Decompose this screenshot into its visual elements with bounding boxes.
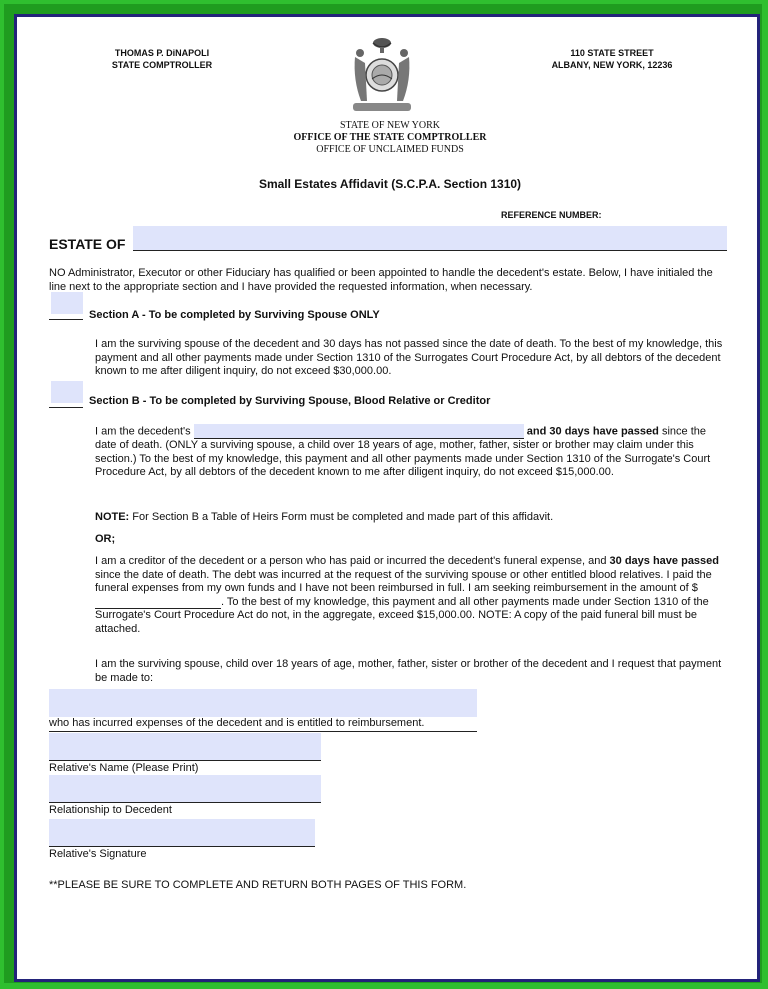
- intro-paragraph: NO Administrator, Executor or other Fiduciary has qualified or been appointed to handle the decedent's estate. Below, I have initialed the line next to the appropriate section and I have provided the requested information, when necessary.: [49, 267, 713, 293]
- creditor-mid: since the date of death. The debt was incurred at the request of the surviving spouse or other entitled blood relatives. I paid the funeral expenses from my own funds and I have not been reimbursed in full. I am seeking reimbursement in the amount of $: [95, 568, 712, 594]
- comptroller-name: THOMAS P. DiNAPOLI: [114, 48, 210, 58]
- creditor-bold: 30 days have passed: [609, 555, 720, 567]
- creditor-end: . To the best of my knowledge, this payment and all other payments made under Section 1310 of the Surrogate's Court Procedure Act do not, in the aggregate, exceed $15,000.00. NOTE: A copy of the paid funeral bill must be attached.: [95, 595, 709, 635]
- relationship-to-decedent-label: Relationship to Decedent: [49, 804, 172, 816]
- comptroller-block: [87, 47, 237, 71]
- agency-block: [17, 120, 763, 156]
- note-label: NOTE:: [95, 511, 130, 523]
- section-b-body: [95, 424, 729, 480]
- agency-line-2: OFFICE OF THE STATE COMPTROLLER: [293, 132, 487, 143]
- relative-signature-label: Relative's Signature: [49, 848, 147, 860]
- section-a-initial-field[interactable]: [51, 292, 83, 314]
- window-frame: [4, 4, 762, 983]
- form-title: Small Estates Affidavit (S.C.P.A. Section 1310): [258, 177, 522, 191]
- incurred-expenses-line: who has incurred expenses of the decedent and is entitled to reimbursement.: [49, 717, 477, 732]
- creditor-start: I am a creditor of the decedent or a person who has paid or incurred the decedent's funeral expense, and: [95, 555, 607, 567]
- note-line: [95, 511, 729, 525]
- agency-line-1: STATE OF NEW YORK: [339, 120, 441, 131]
- relationship-field[interactable]: [194, 424, 524, 439]
- or-label: OR;: [95, 533, 116, 545]
- address-block: [537, 47, 687, 71]
- section-b-initial-field[interactable]: [51, 381, 83, 403]
- section-a-body: I am the surviving spouse of the decedent and 30 days has not passed since the date of death. To the best of my knowledge, this payment and all other payments made under Section 1310 of the Surrogates Court Procedure Act, by all debtors of the decedent known to me after diligent inquiry, do not exceed $30,000.00.: [95, 338, 723, 377]
- state-seal-icon: [347, 35, 417, 117]
- address-city: ALBANY, NEW YORK, 12236: [551, 60, 673, 70]
- agency-line-3: OFFICE OF UNCLAIMED FUNDS: [316, 144, 464, 155]
- request-paragraph: I am the surviving spouse, child over 18 years of age, mother, father, sister or brother of the decedent and I request that payment be made to:: [95, 658, 722, 684]
- relative-name-field[interactable]: [49, 733, 321, 761]
- section-a-title: Section A - To be completed by Surviving Spouse ONLY: [89, 309, 380, 321]
- relationship-to-decedent-field[interactable]: [49, 775, 321, 803]
- footer-note: **PLEASE BE SURE TO COMPLETE AND RETURN BOTH PAGES OF THIS FORM.: [49, 879, 467, 891]
- section-b-body-start: I am the decedent's: [95, 425, 191, 438]
- relative-name-label: Relative's Name (Please Print): [49, 762, 199, 774]
- section-b-initial-line: [49, 407, 83, 408]
- reimbursement-amount-field[interactable]: [95, 596, 221, 609]
- relative-signature-field[interactable]: [49, 819, 315, 847]
- estate-of-field[interactable]: [133, 226, 727, 251]
- section-b-body-rest: the date of death. (ONLY a surviving spouse, a child over 18 years of age, mother, father, sister or brother may claim under this section.) To the best of my knowledge, this payment and all other payments made under Section 1310 of the Surrogate's Court Procedure Act, by all debtors of the decedent known to me after diligent inquiry, do not exceed $15,000.00.: [95, 425, 711, 478]
- section-b-title: Section B - To be completed by Surviving Spouse, Blood Relative or Creditor: [89, 395, 491, 407]
- note-text: For Section B a Table of Heirs Form must be completed and made part of this affidavit.: [132, 511, 554, 523]
- section-a-initial-line: [49, 319, 83, 320]
- payee-field[interactable]: [49, 689, 477, 717]
- estate-of-label: ESTATE OF: [49, 236, 126, 252]
- reference-number-label: REFERENCE NUMBER:: [501, 210, 602, 220]
- document-page: [14, 14, 760, 982]
- section-b-body-bold: and 30 days have passed: [526, 425, 659, 438]
- comptroller-title: STATE COMPTROLLER: [111, 60, 213, 70]
- address-street: 110 STATE STREET: [570, 48, 654, 58]
- section-b-body-after-bold: since: [661, 425, 688, 438]
- creditor-paragraph: [95, 555, 729, 636]
